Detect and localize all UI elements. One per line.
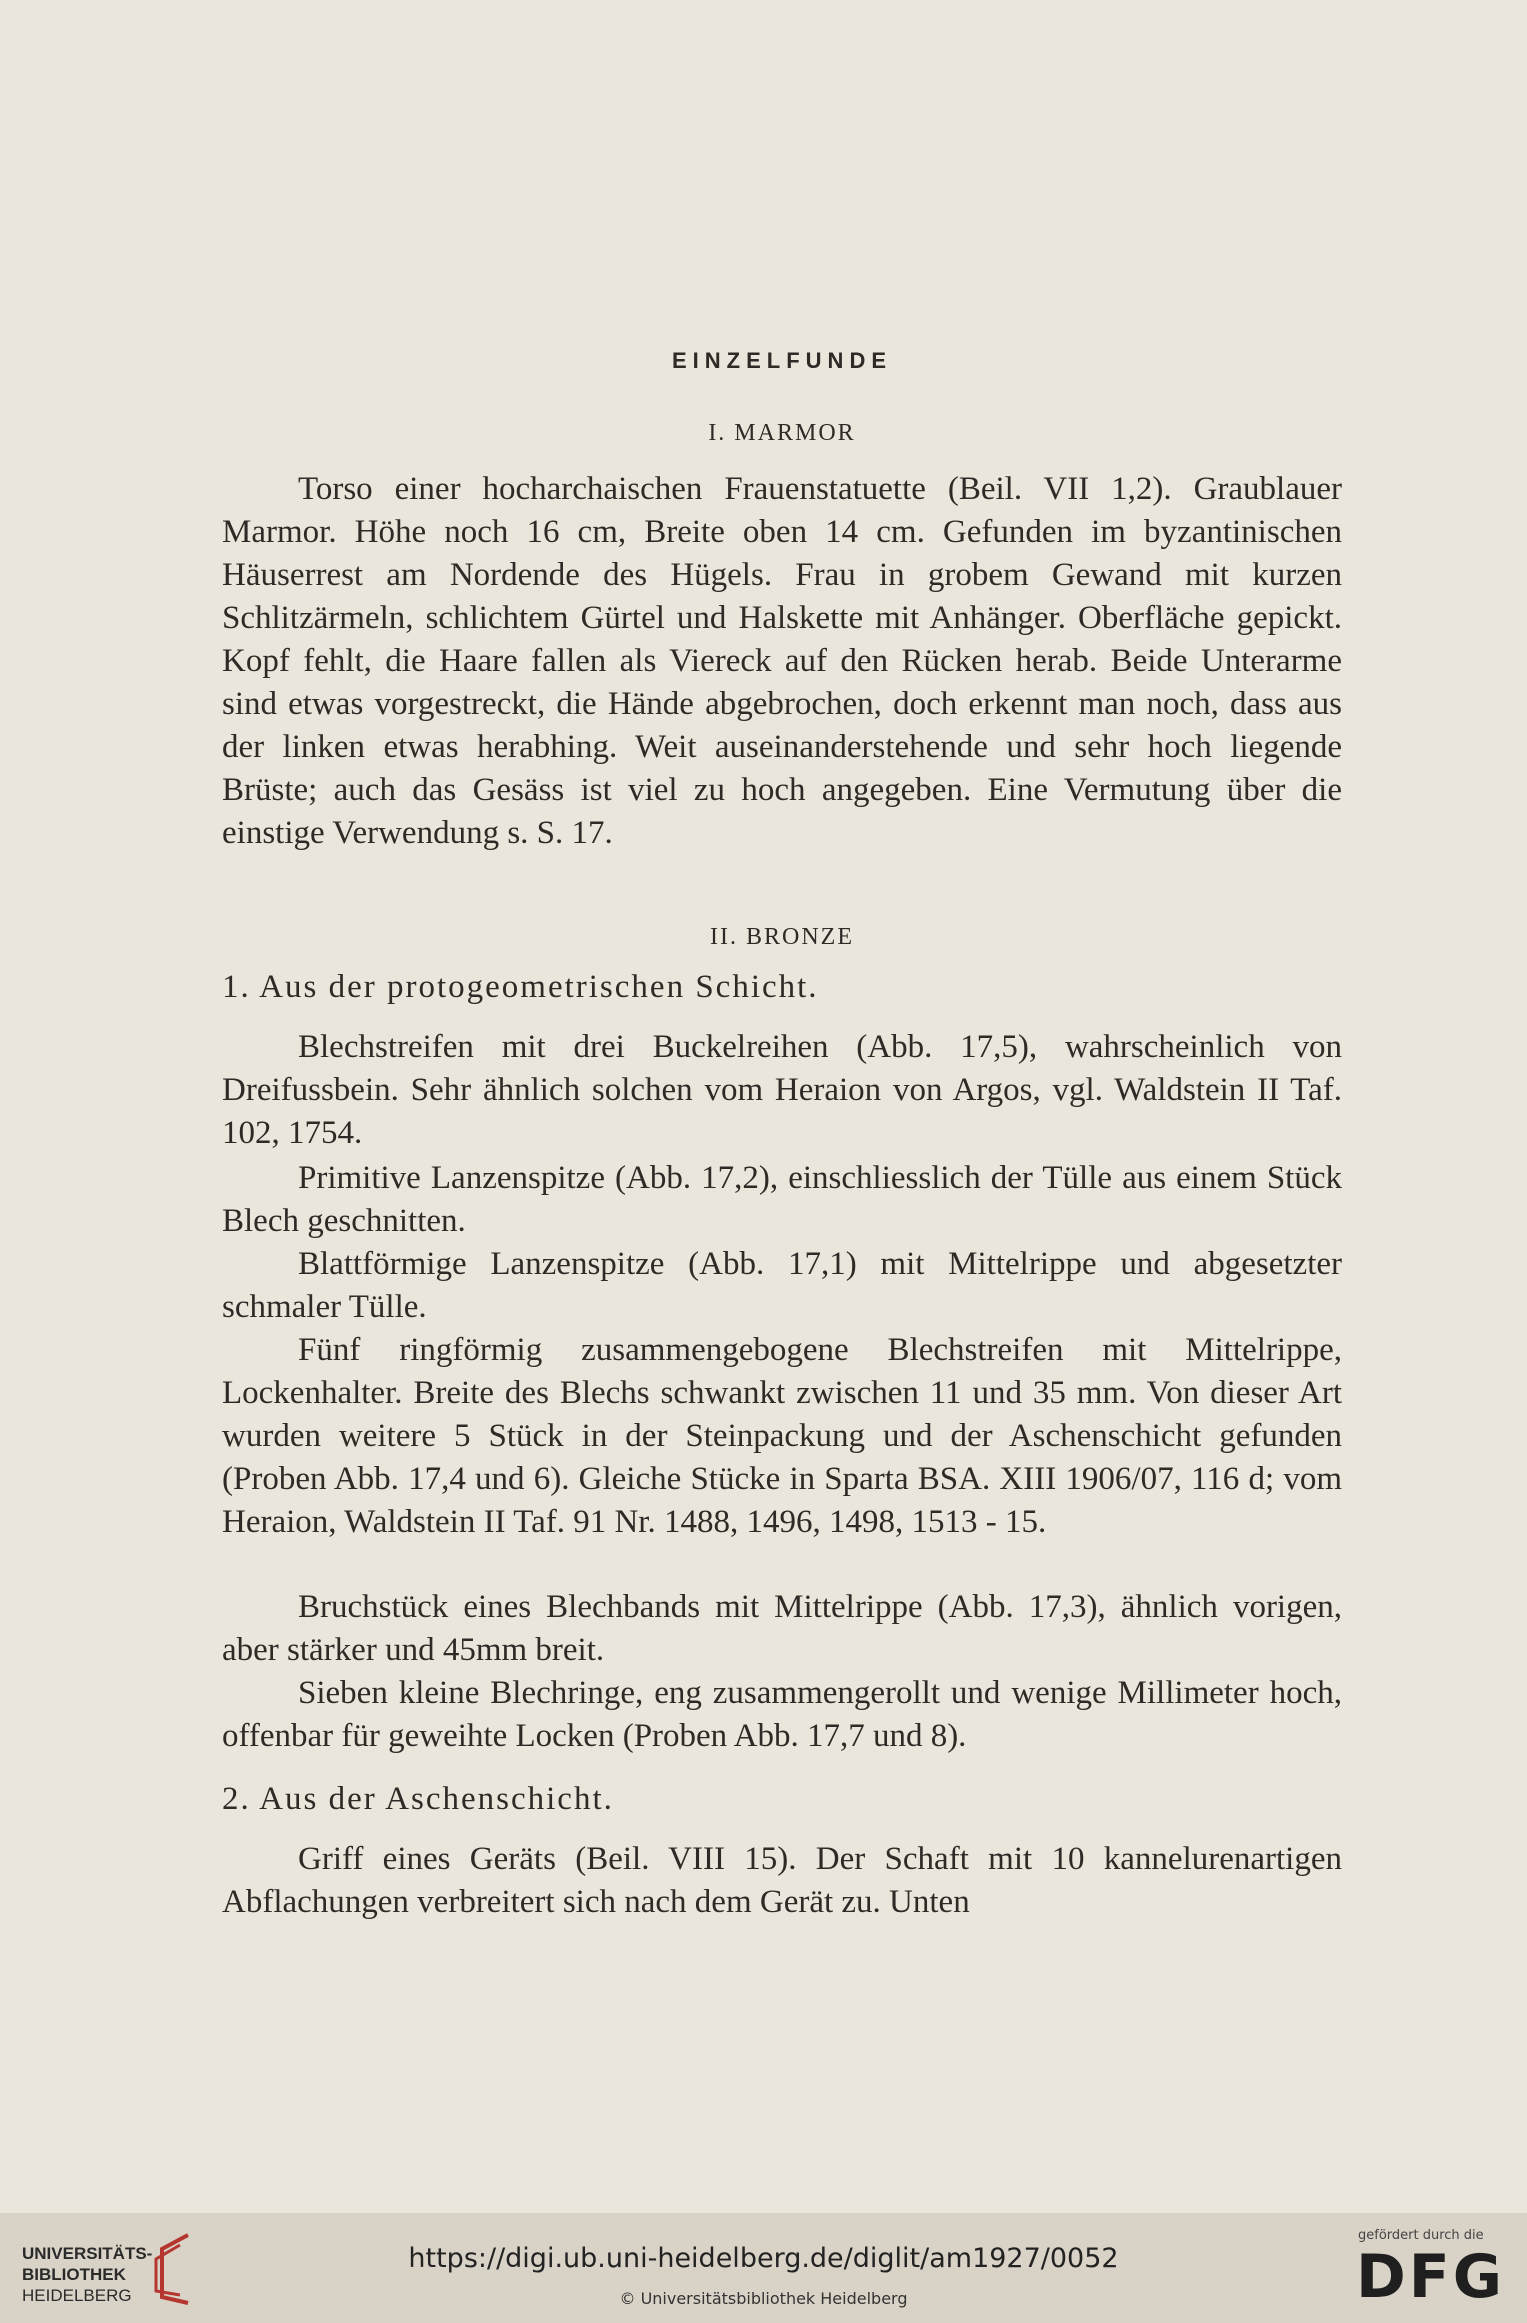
paragraph-blattfoermige-lanzenspitze: Blattförmige Lanzenspitze (Abb. 17,1) mit Mittelrippe und abgesetzter schmaler Tülle. [222,1246,1342,1325]
permalink-url[interactable]: https://digi.ub.uni-heidelberg.de/diglit/am1927/0052 [408,2243,1119,2274]
footer-bar [0,2213,1527,2323]
chapter-heading: EINZELFUNDE [672,348,892,373]
section-title-bronze: II. BRONZE [710,924,854,950]
copyright-notice: © Universitätsbibliothek Heidelberg [619,2289,908,2308]
library-line-1: UNIVERSITÄTS- [22,2244,153,2263]
paragraph-primitive-lanzenspitze: Primitive Lanzenspitze (Abb. 17,2), einschliesslich der Tülle aus einem Stück Blech geschnitten. [222,1160,1342,1239]
paragraph-blechband: Bruchstück eines Blechbands mit Mittelrippe (Abb. 17,3), ähnlich vorigen, aber stärker und 45mm breit. [222,1589,1342,1668]
paragraph-lockenhalter: Fünf ringförmig zusammengebogene Blechstreifen mit Mittelrippe, Lockenhalter. Breite des Blechs schwankt zwischen 11 und 35 mm. Von dieser Art wurden weitere 5 Stück in der Steinpackung und der Aschenschicht gefunden (Proben Abb. 17,4 und 6). Gleiche Stücke in Sparta BSA. XIII 1906/07, 116 d; vom Heraion, Waldstein II Taf. 91 Nr. 1488, 1496, 1498, 1513 - 15. [222,1332,1342,1540]
library-line-3: HEIDELBERG [22,2286,132,2305]
dfg-logo: DFG [1356,2242,1506,2312]
funding-note: gefördert durch die [1358,2228,1484,2243]
library-line-2: BIBLIOTHEK [22,2265,126,2284]
paragraph-blechringe: Sieben kleine Blechringe, eng zusammengerollt und wenige Millimeter hoch, offenbar für geweihte Locken (Proben Abb. 17,7 und 8). [222,1675,1342,1754]
paragraph-griff: Griff eines Geräts (Beil. VIII 15). Der Schaft mit 10 kannelurenartigen Abflachungen verbreitert sich nach dem Gerät zu. Unten [222,1841,1342,1920]
subheading-protogeometric: 1. Aus der protogeometrischen Schicht. [222,969,819,1005]
subheading-aschenschicht: 2. Aus der Aschenschicht. [222,1781,614,1817]
paragraph-torso: Torso einer hocharchaischen Frauenstatuette (Beil. VII 1,2). Graublauer Marmor. Höhe noch 16 cm, Breite oben 14 cm. Gefunden im byzantinischen Häuserrest am Nordende des Hügels. Frau in grobem Gewand mit kurzen Schlitzärmeln, schlichtem Gürtel und Halskette mit Anhänger. Oberfläche gepickt. Kopf fehlt, die Haare fallen als Viereck auf den Rücken herab. Beide Unterarme sind etwas vorgestreckt, die Hände abgebrochen, doch erkennt man noch, dass aus der linken etwas herabhing. Weit auseinanderstehende und sehr hoch liegende Brüste; auch das Gesäss ist viel zu hoch angegeben. Eine Vermutung über die einstige Verwendung s. S. 17. [222,471,1342,851]
paragraph-blechstreifen: Blechstreifen mit drei Buckelreihen (Abb. 17,5), wahrscheinlich von Dreifussbein. Sehr ähnlich solchen vom Heraion von Argos, vgl. Waldstein II Taf. 102, 1754. [222,1029,1342,1151]
section-title-marmor: I. MARMOR [708,420,856,446]
